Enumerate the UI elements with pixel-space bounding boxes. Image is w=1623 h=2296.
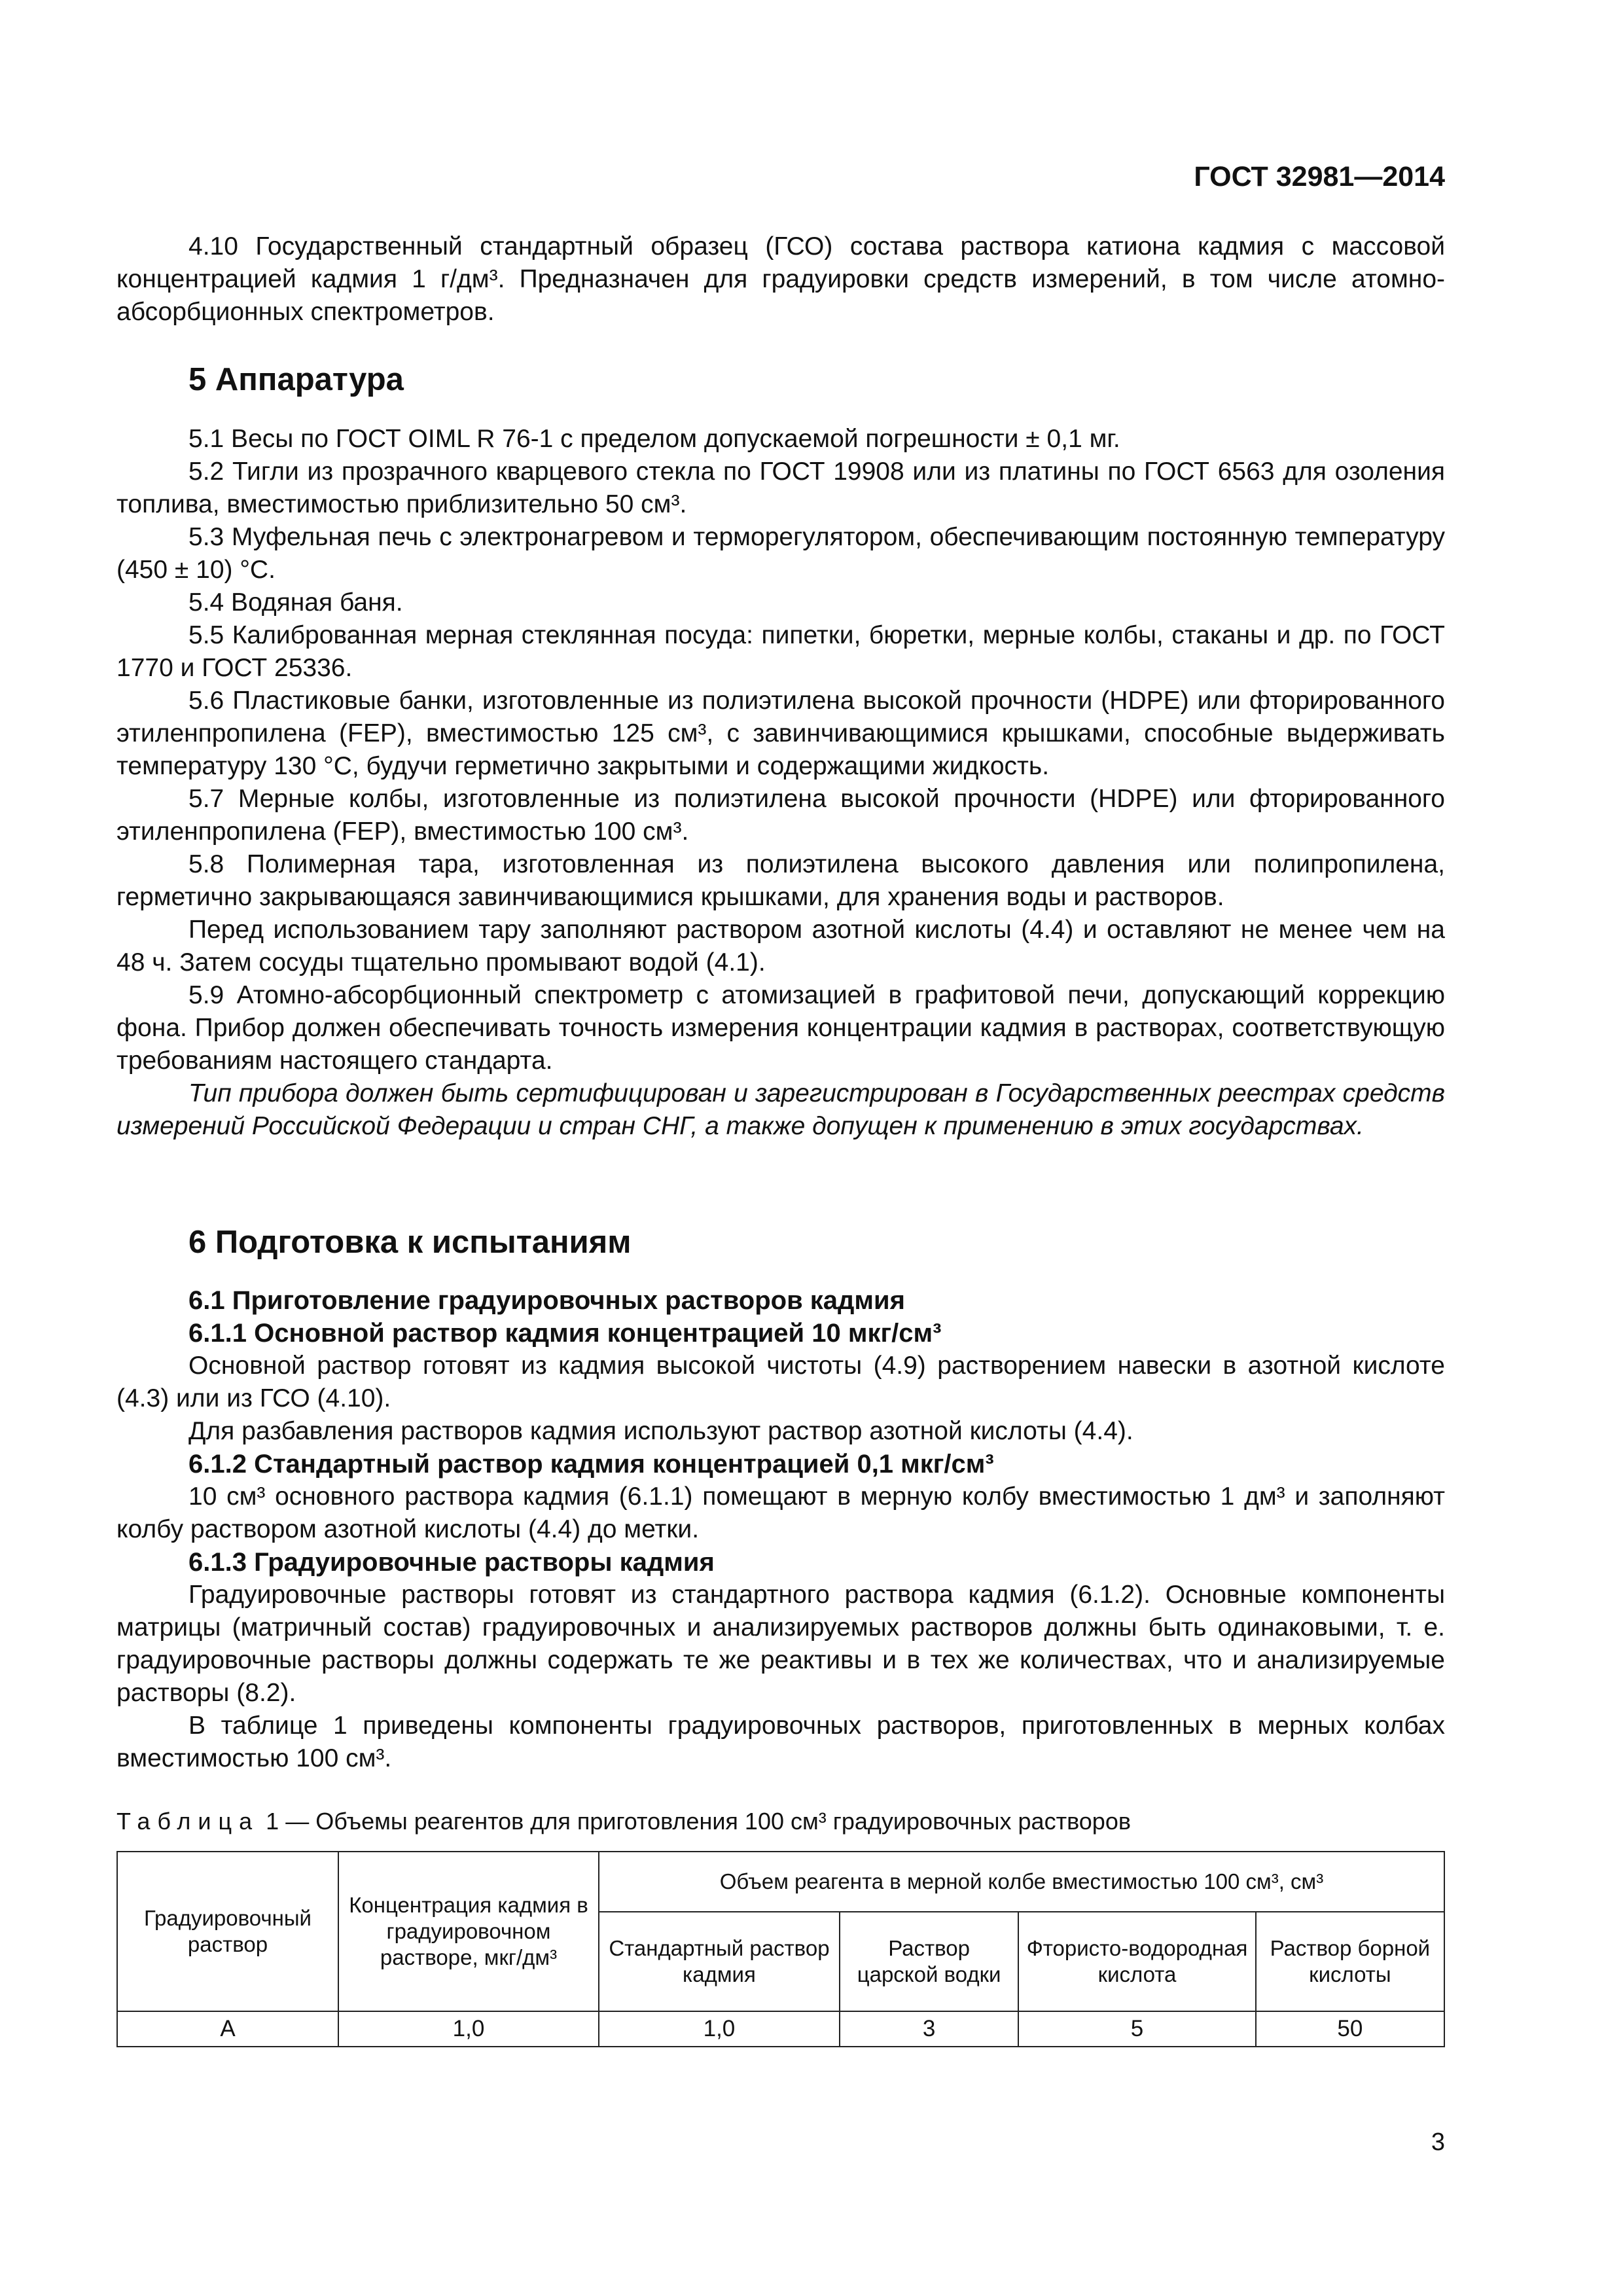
paragraph-5-9: 5.9 Атомно-абсорбционный спектрометр с атомизацией в графитовой печи, допускающий коррекцию фона. Прибор должен обеспечивать точность измерения концентрации кадмия в растворах, соответствующую требованиям настоящего стандарта.: [116, 981, 1445, 1075]
table-header-row: [117, 1852, 1444, 1912]
standard-designation: ГОСТ 32981—2014: [1194, 161, 1445, 192]
paragraph-5-2: 5.2 Тигли из прозрачного кварцевого стекла по ГОСТ 19908 или из платины по ГОСТ 6563 для озоления топлива, вместимостью приблизительно 50 см³.: [116, 457, 1445, 518]
calibration-table: [116, 1851, 1445, 2047]
header-reagent-volume: Объем реагента в мерной колбе вместимостью 100 см³, см³: [599, 1852, 1444, 1912]
cell-standard-solution: 1,0: [599, 2011, 840, 2047]
cell-hydrofluoric-acid: 5: [1018, 2011, 1255, 2047]
section-6-title: 6 Подготовка к испытаниям: [188, 1225, 632, 1260]
section-5-title: 5 Аппаратура: [188, 362, 404, 397]
paragraph-6-1-3-a: Градуировочные растворы готовят из стандартного раствора кадмия (6.1.2). Основные компоненты матрицы (матричный состав) градуировочных и анализируемых растворов должны быть одинаковыми, т. е. градуировочные растворы должны содержать те же реактивы и в тех же количествах, что и анализируемые растворы (8.2).: [116, 1581, 1445, 1707]
table-caption: [116, 1808, 1131, 1835]
table-caption-text: 1 — Объемы реагентов для приготовления 100 см³ градуировочных растворов: [266, 1808, 1131, 1835]
paragraph-5-1: 5.1 Весы по ГОСТ OIML R 76-1 с пределом допускаемой погрешности ± 0,1 мг.: [188, 425, 1120, 453]
cell-concentration: 1,0: [338, 2011, 599, 2047]
heading-6-1-1: 6.1.1 Основной раствор кадмия концентрацией 10 мкг/см³: [188, 1319, 942, 1348]
header-solution: Градуировочный раствор: [117, 1852, 338, 2011]
section-5: [116, 361, 1445, 398]
paragraph-5-7: 5.7 Мерные колбы, изготовленные из полиэтилена высокой прочности (HDPE) или фторированного этиленпропилена (FEP), вместимостью 100 см³.: [116, 785, 1445, 846]
header-hydrofluoric-acid: Фтористо-водородная кислота: [1018, 1912, 1255, 2011]
header-aqua-regia: Раствор царской водки: [840, 1912, 1018, 2011]
paragraph-6-1-2: 10 см³ основного раствора кадмия (6.1.1) помещают в мерную колбу вместимостью 1 дм³ и заполняют колбу раствором азотной кислоты (4.4) до метки.: [116, 1482, 1445, 1543]
section-6-body: [116, 1284, 1445, 1775]
section-5-body: [116, 423, 1445, 1143]
paragraph-5-8: 5.8 Полимерная тара, изготовленная из полиэтилена высокого давления или полипропилена, герметично закрывающаяся завинчивающимися крышками, для хранения воды и растворов.: [116, 850, 1445, 911]
heading-6-1-3: 6.1.3 Градуировочные растворы кадмия: [188, 1548, 715, 1577]
cell-boric-acid: 50: [1256, 2011, 1444, 2047]
header-boric-acid: Раствор борной кислоты: [1256, 1912, 1444, 2011]
header-standard-solution: Стандартный раствор кадмия: [599, 1912, 840, 2011]
page-number: 3: [1431, 2128, 1445, 2156]
header-concentration: Концентрация кадмия в градуировочном растворе, мкг/дм³: [338, 1852, 599, 2011]
paragraph-6-1-3-b: В таблице 1 приведены компоненты градуировочных растворов, приготовленных в мерных колбах вместимостью 100 см³.: [116, 1712, 1445, 1772]
table-caption-word: Таблица: [116, 1808, 260, 1835]
paragraph-5-5: 5.5 Калиброванная мерная стеклянная посуда: пипетки, бюретки, мерные колбы, стаканы и др. по ГОСТ 1770 и ГОСТ 25336.: [116, 621, 1445, 682]
paragraph-5-8-note: Перед использованием тару заполняют раствором азотной кислоты (4.4) и оставляют не менее чем на 48 ч. Затем сосуды тщательно промывают водой (4.1).: [116, 916, 1445, 977]
paragraph-4-10: 4.10 Государственный стандартный образец (ГСО) состава раствора катиона кадмия с массовой концентрацией кадмия 1 г/дм³. Предназначен для градуировки средств измерений, в том числе атомно-абсорбционных спектрометров.: [116, 232, 1445, 326]
cell-solution: А: [117, 2011, 338, 2047]
table-row: [117, 2011, 1444, 2047]
paragraph-5-9-note: Тип прибора должен быть сертифицирован и зарегистрирован в Государственных реестрах средств измерений Российской Федерации и стран СНГ, а также допущен к применению в этих государствах.: [116, 1079, 1445, 1140]
heading-6-1: 6.1 Приготовление градуировочных растворов кадмия: [188, 1286, 905, 1315]
paragraph-5-4: 5.4 Водяная баня.: [188, 588, 403, 617]
paragraph-6-1-1-b: Для разбавления растворов кадмия используют раствор азотной кислоты (4.4).: [188, 1417, 1133, 1445]
section-6: [116, 1224, 1445, 1261]
paragraph-6-1-1-a: Основной раствор готовят из кадмия высокой чистоты (4.9) растворением навески в азотной кислоте (4.3) или из ГСО (4.10).: [116, 1352, 1445, 1412]
section-4-10: [116, 230, 1445, 329]
paragraph-5-3: 5.3 Муфельная печь с электронагревом и терморегулятором, обеспечивающим постоянную температуру (450 ± 10) °С.: [116, 523, 1445, 584]
heading-6-1-2: 6.1.2 Стандартный раствор кадмия концентрацией 0,1 мкг/см³: [188, 1450, 994, 1479]
paragraph-5-6: 5.6 Пластиковые банки, изготовленные из полиэтилена высокой прочности (HDPE) или фторированного этиленпропилена (FEP), вместимостью 125 см³, с завинчивающимися крышками, способные выдерживать температуру 130 °С, будучи герметично закрытыми и содержащими жидкость.: [116, 687, 1445, 780]
cell-aqua-regia: 3: [840, 2011, 1018, 2047]
